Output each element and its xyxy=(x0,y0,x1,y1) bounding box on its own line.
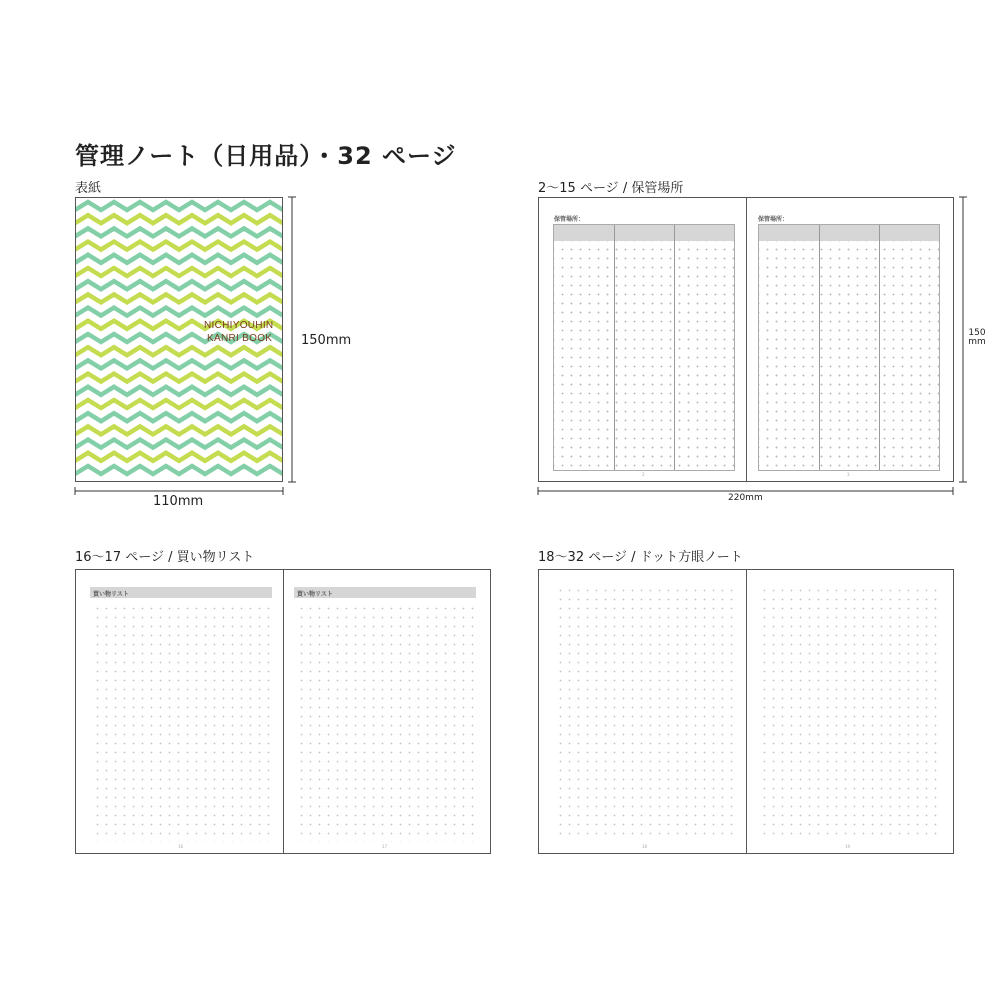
zigzag-stripe xyxy=(76,360,282,368)
zigzag-stripe xyxy=(76,440,282,448)
storage-right-table-header xyxy=(759,225,939,241)
shopping-right-dot-grid xyxy=(294,602,476,842)
zigzag-stripe xyxy=(76,374,282,382)
zigzag-stripe xyxy=(76,281,282,289)
shopping-right-header-label: 買い物リスト xyxy=(297,591,333,598)
shopping-left-header-label: 買い物リスト xyxy=(93,591,129,598)
shopping-spread xyxy=(75,569,491,854)
dotgrid-right-dot-grid xyxy=(757,584,939,840)
storage-left-col-divider xyxy=(674,225,675,470)
dotgrid-section-label: 18〜32 ページ / ドット方眼ノート xyxy=(538,550,743,565)
storage-width-label: 220mm xyxy=(728,493,763,503)
storage-right-header-label: 保管場所： xyxy=(758,216,789,223)
shopping-left-page-number: 16 xyxy=(178,844,184,849)
zigzag-stripe xyxy=(76,308,282,316)
cover-width-label: 110mm xyxy=(153,494,204,509)
storage-left-dot-grid xyxy=(554,241,734,470)
storage-right-dot-grid xyxy=(759,241,939,470)
storage-left-page-number: 2 xyxy=(642,472,645,477)
zigzag-stripe xyxy=(76,255,282,263)
zigzag-stripe xyxy=(76,466,282,474)
storage-right-table xyxy=(758,224,940,471)
cover-height-label: 150mm xyxy=(301,333,352,348)
zigzag-stripe xyxy=(76,228,282,236)
storage-right-page-number: 3 xyxy=(847,472,850,477)
cover-height-dimension-line xyxy=(286,195,298,485)
storage-height-label-unit: mm xyxy=(968,337,986,347)
storage-spread xyxy=(538,197,954,482)
cover-title-line1: NICHIYOUHIN xyxy=(204,320,274,331)
cover-title-line2: KANRI BOOK xyxy=(207,333,273,344)
spread-fold-line xyxy=(283,570,284,853)
storage-left-col-divider xyxy=(614,225,615,470)
zigzag-stripe xyxy=(76,294,282,302)
zigzag-stripe xyxy=(76,400,282,408)
page-title: 管理ノート（日用品）・32 ページ xyxy=(75,142,457,170)
storage-left-header-label: 保管場所： xyxy=(554,216,585,223)
shopping-right-header-bar xyxy=(294,587,476,598)
zigzag-stripe xyxy=(76,347,282,355)
shopping-left-header-bar xyxy=(90,587,272,598)
storage-left-table xyxy=(553,224,735,471)
cover-section-label: 表紙 xyxy=(75,181,102,196)
storage-section-label: 2〜15 ページ / 保管場所 xyxy=(538,181,684,196)
dotgrid-left-dot-grid xyxy=(553,584,735,840)
dotgrid-spread xyxy=(538,569,954,854)
zigzag-stripe xyxy=(76,426,282,434)
storage-right-col-divider xyxy=(819,225,820,470)
cover-page xyxy=(75,197,283,482)
zigzag-stripe xyxy=(76,387,282,395)
zigzag-stripe xyxy=(76,215,282,223)
zigzag-stripe xyxy=(76,413,282,421)
storage-right-col-divider xyxy=(879,225,880,470)
dotgrid-left-page-number: 18 xyxy=(642,844,648,849)
shopping-left-dot-grid xyxy=(90,602,272,842)
shopping-section-label: 16〜17 ページ / 買い物リスト xyxy=(75,550,255,565)
zigzag-stripe xyxy=(76,202,282,210)
dotgrid-right-page-number: 19 xyxy=(845,844,851,849)
storage-left-table-header xyxy=(554,225,734,241)
spread-fold-line xyxy=(746,198,747,481)
spread-fold-line xyxy=(746,570,747,853)
shopping-right-page-number: 17 xyxy=(382,844,388,849)
zigzag-stripe xyxy=(76,453,282,461)
zigzag-stripe xyxy=(76,268,282,276)
zigzag-stripe xyxy=(76,242,282,250)
storage-height-label-number: 150 xyxy=(968,328,986,338)
